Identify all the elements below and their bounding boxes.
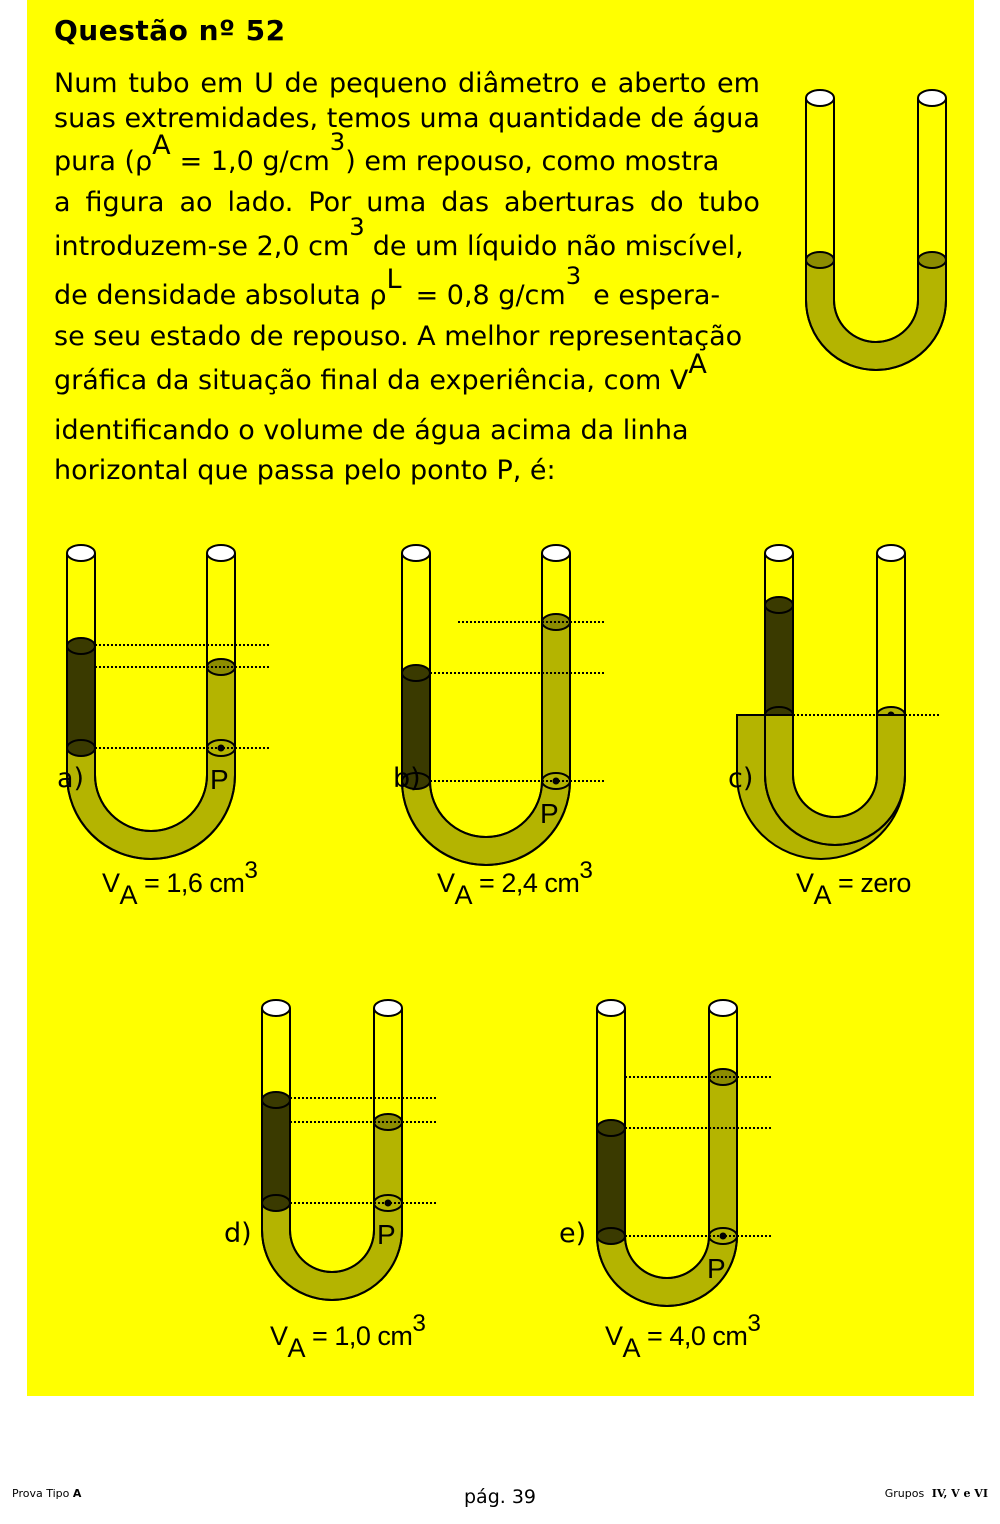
statement-line-5 bbox=[54, 212, 760, 263]
caption-value: = 4,0 cm bbox=[647, 1321, 748, 1351]
caption-sup: 3 bbox=[747, 1310, 761, 1338]
caption-sup: 3 bbox=[244, 857, 258, 885]
statement-line-10 bbox=[54, 455, 760, 487]
caption-v: V bbox=[437, 868, 455, 898]
superscript: 3 bbox=[349, 212, 365, 242]
option-e-figure bbox=[557, 990, 787, 1300]
superscript: 3 bbox=[565, 261, 582, 291]
word: temos bbox=[326, 103, 411, 134]
word: tubo bbox=[698, 187, 760, 218]
text-segment: gráfica da situação final da experiência, com V bbox=[54, 365, 689, 396]
option-d-caption bbox=[270, 1310, 426, 1364]
text-segment: se seu estado de repouso. A melhor representação bbox=[54, 321, 743, 352]
word: Num bbox=[54, 68, 118, 99]
water-surface-left bbox=[806, 252, 834, 268]
word: pequeno bbox=[329, 68, 448, 99]
word: aberturas bbox=[504, 187, 635, 218]
text-segment: = 1,0 g/cm bbox=[179, 146, 330, 177]
caption-sub: A bbox=[454, 880, 473, 911]
word: figura bbox=[85, 187, 165, 218]
tube-opening-left bbox=[67, 545, 95, 561]
statement-line-1 bbox=[54, 68, 760, 100]
caption-sub: A bbox=[119, 880, 138, 911]
word: lado. bbox=[227, 187, 294, 218]
interface-surface bbox=[262, 1195, 290, 1211]
tube-opening-left bbox=[262, 1000, 290, 1016]
question-title: Questão nº 52 bbox=[54, 14, 286, 47]
option-b-figure bbox=[390, 535, 620, 845]
text-segment: de um líquido não miscível, bbox=[372, 231, 744, 262]
liquid-column bbox=[262, 1100, 290, 1203]
caption-sub: A bbox=[622, 1333, 641, 1364]
tube-opening-right bbox=[709, 1000, 737, 1016]
caption-value: = 1,6 cm bbox=[144, 868, 245, 898]
subscript: A bbox=[688, 349, 707, 380]
word: suas bbox=[54, 103, 116, 134]
point-p-label: P bbox=[707, 1253, 726, 1284]
word: diâmetro bbox=[457, 68, 580, 99]
u-tube-water bbox=[806, 260, 946, 370]
word: e bbox=[590, 68, 608, 99]
tube-opening-right bbox=[207, 545, 235, 561]
text-segment: horizontal que passa pelo ponto P, é: bbox=[54, 455, 556, 486]
statement-line-4 bbox=[54, 187, 760, 219]
text-segment: ) em repouso, como mostra bbox=[345, 146, 720, 177]
word: em bbox=[717, 68, 760, 99]
statement-line-6 bbox=[54, 261, 760, 312]
option-e-letter: e) bbox=[559, 1218, 587, 1249]
word: tubo bbox=[128, 68, 190, 99]
word: em bbox=[200, 68, 244, 99]
word: de bbox=[284, 68, 319, 99]
liquid-surface bbox=[597, 1120, 625, 1136]
subscript: A bbox=[152, 130, 171, 161]
caption-sup: 3 bbox=[412, 1310, 426, 1338]
option-b-caption bbox=[437, 857, 593, 911]
option-c-letter: c) bbox=[728, 763, 754, 794]
caption-value: = 2,4 cm bbox=[479, 868, 580, 898]
liquid-column bbox=[67, 646, 95, 748]
caption-sub: A bbox=[287, 1333, 306, 1364]
tube-opening-left bbox=[597, 1000, 625, 1016]
superscript: 3 bbox=[329, 127, 346, 157]
option-d-letter: d) bbox=[224, 1218, 252, 1249]
statement-line-3 bbox=[54, 127, 760, 178]
word: extremidades, bbox=[124, 103, 319, 134]
caption-v: V bbox=[796, 868, 814, 898]
text-segment: pura (ρ bbox=[54, 146, 153, 177]
tube-opening-right bbox=[918, 90, 946, 106]
interface-surface bbox=[597, 1228, 625, 1244]
option-a-letter: a) bbox=[57, 763, 85, 794]
liquid-column bbox=[597, 1128, 625, 1236]
option-e-caption bbox=[605, 1310, 761, 1364]
option-d-figure bbox=[222, 990, 452, 1300]
word: Por bbox=[308, 187, 352, 218]
option-a-caption bbox=[102, 857, 258, 911]
point-p-label: P bbox=[210, 764, 229, 795]
text-segment: de densidade absoluta ρ bbox=[54, 280, 387, 311]
caption-value: = 1,0 cm bbox=[312, 1321, 413, 1351]
word: das bbox=[441, 187, 490, 218]
tube-opening-right bbox=[374, 1000, 402, 1016]
point-p-label: P bbox=[540, 798, 559, 829]
tube-opening-left bbox=[402, 545, 430, 561]
word: quantidade bbox=[488, 103, 642, 134]
text-segment: = 0,8 g/cm bbox=[415, 280, 566, 311]
footer-label: Prova Tipo bbox=[12, 1487, 70, 1500]
footer-groups bbox=[885, 1487, 988, 1500]
statement-line-8 bbox=[54, 349, 760, 397]
word: uma bbox=[419, 103, 480, 134]
tube-opening-right bbox=[542, 545, 570, 561]
caption-v: V bbox=[605, 1321, 623, 1351]
statement-line-7 bbox=[54, 321, 760, 353]
page-number: pág. 39 bbox=[463, 1486, 537, 1508]
liquid-surface bbox=[262, 1092, 290, 1108]
point-p-label: P bbox=[377, 1219, 396, 1250]
footer-value: IV, V e VI bbox=[931, 1487, 988, 1500]
caption-sup: 3 bbox=[579, 857, 593, 885]
caption-v: V bbox=[270, 1321, 288, 1351]
liquid-surface bbox=[402, 665, 430, 681]
word: de bbox=[650, 103, 684, 134]
caption-value: = zero bbox=[838, 868, 911, 898]
text-segment: introduzem-se 2,0 cm bbox=[54, 231, 350, 262]
water-surface-right bbox=[918, 252, 946, 268]
caption-v: V bbox=[102, 868, 120, 898]
word: U bbox=[254, 68, 274, 99]
statement-line-9 bbox=[54, 415, 760, 447]
text-segment: e espera- bbox=[593, 280, 721, 311]
option-b-letter: b) bbox=[393, 763, 421, 794]
option-c-bend bbox=[725, 535, 955, 875]
word: água bbox=[692, 103, 760, 134]
reference-u-tube-figure bbox=[790, 80, 970, 410]
footer-value: A bbox=[72, 1487, 82, 1500]
interface-surface bbox=[67, 740, 95, 756]
footer-label: Grupos bbox=[884, 1487, 925, 1500]
text-segment: identificando o volume de água acima da linha bbox=[54, 415, 689, 446]
word: do bbox=[649, 187, 684, 218]
word: uma bbox=[366, 187, 427, 218]
tube-opening-left bbox=[806, 90, 834, 106]
word: a bbox=[54, 187, 71, 218]
liquid-surface bbox=[67, 638, 95, 654]
option-a-figure bbox=[55, 535, 285, 845]
word: ao bbox=[179, 187, 213, 218]
word: aberto bbox=[617, 68, 707, 99]
caption-sub: A bbox=[813, 880, 832, 911]
option-c-caption bbox=[796, 868, 911, 911]
subscript: L bbox=[386, 264, 402, 295]
